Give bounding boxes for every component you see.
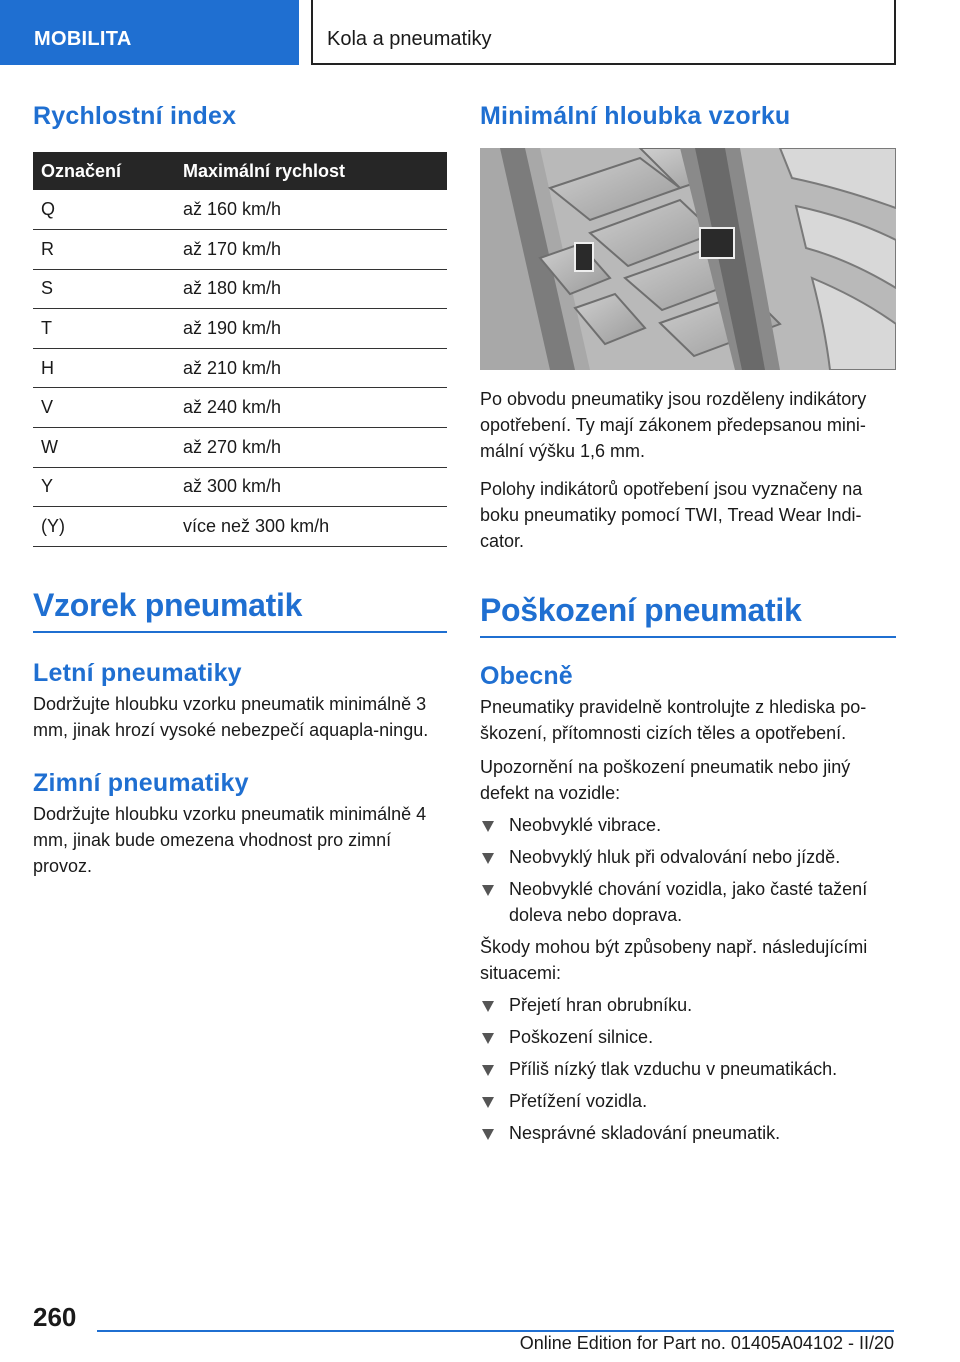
list-item: Přetížení vozidla. <box>480 1088 896 1114</box>
damage-signs-list <box>480 812 896 928</box>
damage-p2: Upozornění na poškození pneumatik nebo jiný defekt na vozidle: <box>480 757 851 803</box>
edition-note: Online Edition for Part no. 01405A04102 - II/20 <box>519 1333 894 1353</box>
triangle-bullet-icon <box>482 853 494 864</box>
table-header-row <box>33 152 447 190</box>
chapter-label: Kola a pneumatiky <box>327 28 492 50</box>
damage-p1: Pneumatiky pravidelně kontrolujte z hlediska po‐škození, přítomnosti cizích těles a opotřebení. <box>480 697 867 743</box>
list-item: Poškození silnice. <box>480 1024 896 1050</box>
speed-value: až 180 km/h <box>175 269 447 309</box>
column-header: Maximální rychlost <box>175 152 447 190</box>
speed-value: až 170 km/h <box>175 230 447 270</box>
triangle-bullet-icon <box>482 1097 494 1108</box>
table-row <box>33 309 447 349</box>
triangle-bullet-icon <box>482 1033 494 1044</box>
speed-value: až 210 km/h <box>175 348 447 388</box>
speed-value: více než 300 km/h <box>175 507 447 547</box>
speed-value: až 270 km/h <box>175 428 447 468</box>
column-header: Označení <box>33 152 175 190</box>
table-row <box>33 230 447 270</box>
table-row <box>33 467 447 507</box>
list-item: Neobvyklé vibrace. <box>480 812 896 838</box>
section-divider <box>33 631 447 633</box>
speed-value: až 240 km/h <box>175 388 447 428</box>
triangle-bullet-icon <box>482 1065 494 1076</box>
speed-code: W <box>33 428 175 468</box>
winter-tires-title: Zimní pneumatiky <box>33 768 249 797</box>
list-item: Neobvyklý hluk při odvalování nebo jízdě. <box>480 844 896 870</box>
chapter-header <box>311 0 896 65</box>
section-label: MOBILITA <box>34 28 132 50</box>
speed-value: až 160 km/h <box>175 190 447 230</box>
list-item: Přejetí hran obrubníku. <box>480 992 896 1018</box>
speed-code: R <box>33 230 175 270</box>
footer-divider <box>97 1330 894 1332</box>
min-depth-p1: Po obvodu pneumatiky jsou rozděleny indikátory opotřebení. Ty mají zákonem předepsanou mini‐mální výšku 1,6 mm. <box>480 389 867 461</box>
summer-tires-title: Letní pneumatiky <box>33 658 242 687</box>
speed-index-table <box>33 152 447 547</box>
table-row <box>33 190 447 230</box>
tread-section-title: Vzorek pneumatik <box>33 586 303 623</box>
speed-code: Y <box>33 467 175 507</box>
speed-code: T <box>33 309 175 349</box>
tread-wear-indicator-illustration <box>480 148 896 370</box>
speed-value: až 190 km/h <box>175 309 447 349</box>
summer-tires-text: Dodržujte hloubku vzorku pneumatik minimálně 3 mm, jinak hrozí vysoké nebezpečí aquapla‐ningu. <box>33 693 429 740</box>
section-tab <box>0 0 299 65</box>
speed-code: V <box>33 388 175 428</box>
winter-tires-text: Dodržujte hloubku vzorku pneumatik minimálně 4 mm, jinak bude omezena vhodnost pro zimní provoz. <box>33 803 427 876</box>
damage-p3: Škody mohou být způsobeny např. následujícími situacemi: <box>480 937 868 983</box>
speed-code: Q <box>33 190 175 230</box>
min-depth-title: Minimální hloubka vzorku <box>480 102 791 130</box>
damage-section-title: Poškození pneumatik <box>480 592 802 628</box>
table-row <box>33 348 447 388</box>
table-row <box>33 388 447 428</box>
section-divider <box>480 636 896 638</box>
list-item: Příliš nízký tlak vzduchu v pneumatikách. <box>480 1056 896 1082</box>
triangle-bullet-icon <box>482 885 494 896</box>
table-row <box>33 269 447 309</box>
speed-value: až 300 km/h <box>175 467 447 507</box>
right-column <box>480 100 896 1146</box>
general-title: Obecně <box>480 662 573 690</box>
triangle-bullet-icon <box>482 1001 494 1012</box>
triangle-bullet-icon <box>482 1129 494 1140</box>
speed-index-title: Rychlostní index <box>33 102 237 130</box>
triangle-bullet-icon <box>482 821 494 832</box>
table-row <box>33 507 447 547</box>
damage-causes-list <box>480 992 896 1146</box>
speed-code: S <box>33 269 175 309</box>
min-depth-p2: Polohy indikátorů opotřebení jsou vyznačeny na boku pneumatiky pomocí TWI, Tread Wear Indi‐cator. <box>480 479 863 551</box>
speed-code: (Y) <box>33 507 175 547</box>
page-number: 260 <box>33 1302 77 1332</box>
list-item: Neobvyklé chování vozidla, jako časté tažení doleva nebo doprava. <box>480 876 896 928</box>
table-row <box>33 428 447 468</box>
left-column <box>33 100 447 879</box>
list-item: Nesprávné skladování pneumatik. <box>480 1120 896 1146</box>
speed-code: H <box>33 348 175 388</box>
